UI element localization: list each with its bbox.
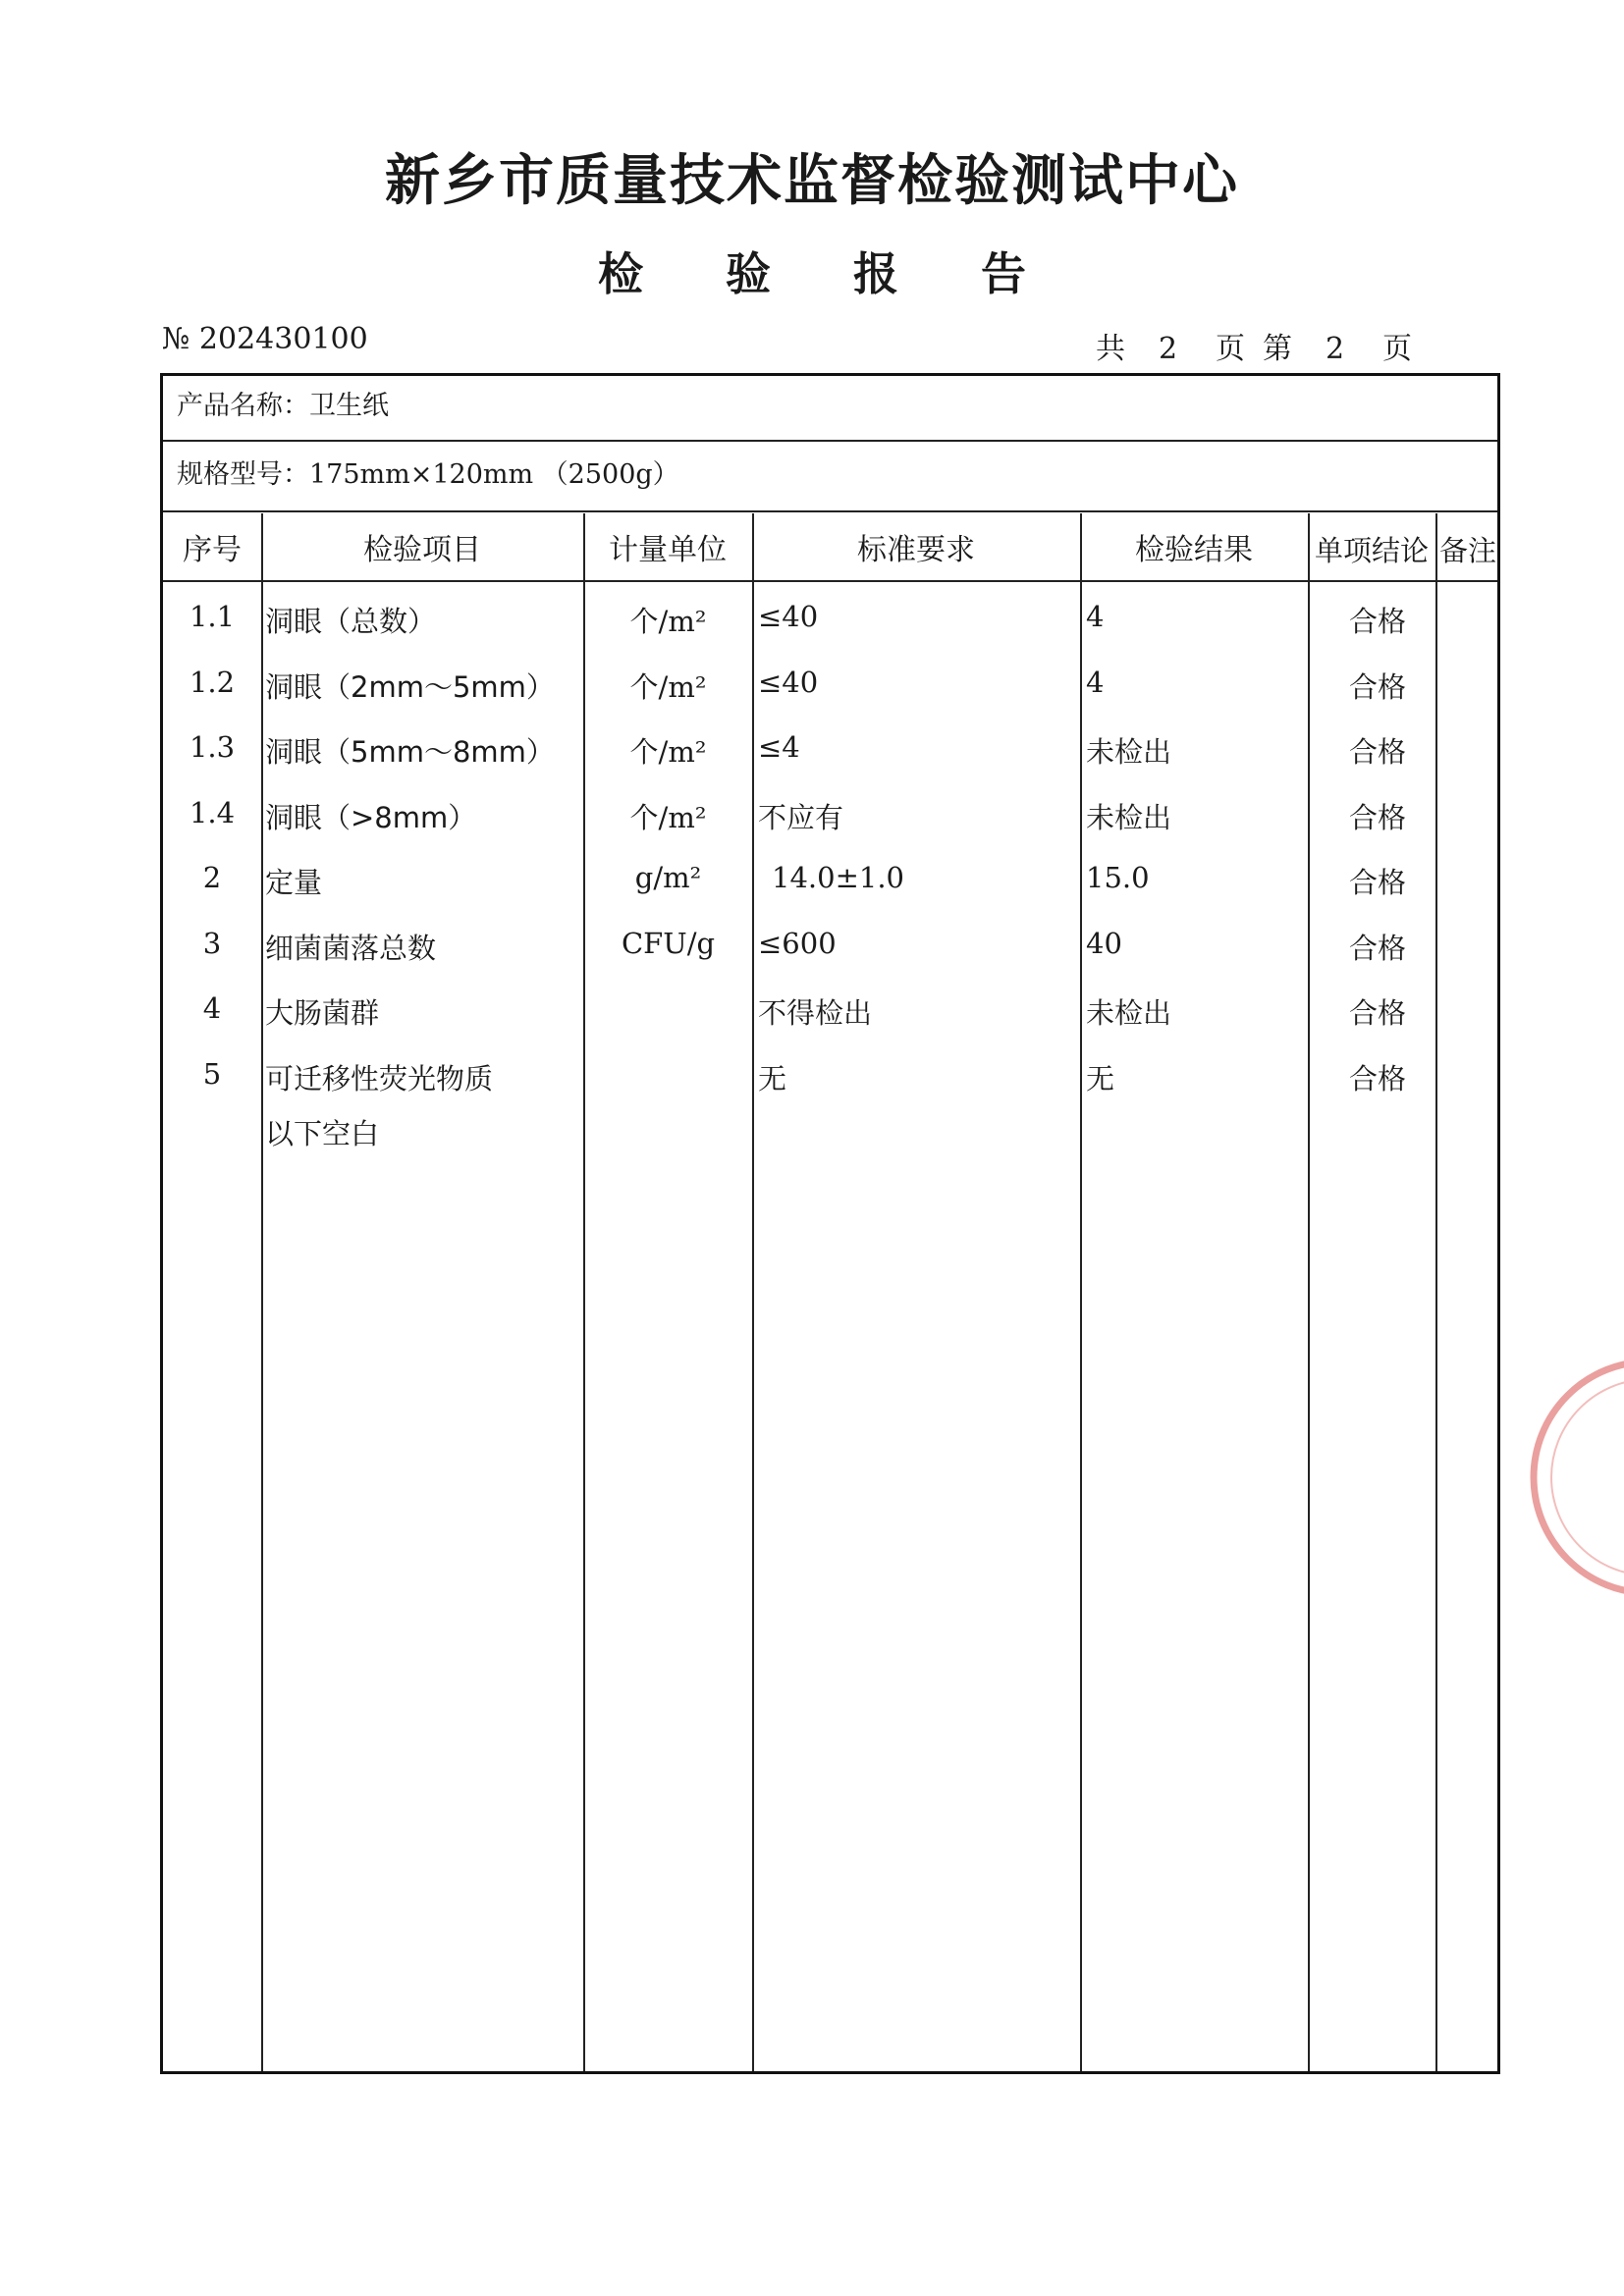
header-item: 检验项目 bbox=[363, 533, 481, 567]
doc-type-char: 告 bbox=[981, 247, 1026, 300]
table-cell-item: 可迁移性荧光物质 bbox=[265, 1062, 494, 1095]
table-cell-seq: 2 bbox=[202, 861, 222, 894]
table-cell-result: 15.0 bbox=[1086, 861, 1150, 894]
table-cell-unit: 个/m² bbox=[629, 605, 707, 638]
column-divider bbox=[261, 513, 263, 2071]
table-cell-result: 未检出 bbox=[1086, 735, 1172, 769]
official-seal bbox=[1502, 1350, 1624, 1605]
table-cell-std: ≤40 bbox=[758, 600, 819, 633]
table-cell-seq: 1.2 bbox=[189, 666, 236, 699]
table-cell-result: 4 bbox=[1086, 600, 1105, 633]
page-info-word: 页 bbox=[1382, 332, 1412, 366]
header-result: 检验结果 bbox=[1135, 533, 1253, 567]
table-cell-seq: 1.4 bbox=[189, 796, 236, 829]
table-cell-item: 大肠菌群 bbox=[265, 996, 380, 1030]
table-cell-seq: 3 bbox=[202, 927, 222, 960]
table-cell-std: 14.0±1.0 bbox=[772, 861, 904, 894]
table-cell-unit: 个/m² bbox=[629, 670, 707, 704]
column-divider bbox=[1080, 513, 1082, 2071]
header-divider bbox=[163, 580, 1497, 582]
page-total: 2 bbox=[1159, 332, 1178, 366]
table-cell-unit: CFU/g bbox=[621, 927, 716, 960]
document-type-title bbox=[0, 239, 1624, 303]
page-info bbox=[1096, 324, 1412, 367]
header-conclusion: 单项结论 bbox=[1314, 534, 1429, 567]
table-cell-result: 未检出 bbox=[1086, 996, 1172, 1030]
table-cell-item: 洞眼（2mm～5mm） bbox=[265, 670, 555, 704]
page-info-word: 第 bbox=[1263, 332, 1292, 366]
table-cell-unit: g/m² bbox=[634, 861, 702, 894]
table-cell-seq: 4 bbox=[202, 991, 222, 1025]
product-spec: 规格型号：175mm×120mm （2500g） bbox=[177, 459, 679, 490]
table-cell-unit: 个/m² bbox=[629, 801, 707, 834]
row-divider bbox=[163, 440, 1497, 442]
table-cell-result: 4 bbox=[1086, 666, 1105, 699]
table-cell-conclusion: 合格 bbox=[1348, 605, 1406, 638]
table-cell-std: 不得检出 bbox=[758, 996, 873, 1030]
product-name: 产品名称：卫生纸 bbox=[177, 391, 389, 421]
table-cell-std: 无 bbox=[758, 1062, 787, 1095]
table-cell-item: 洞眼（5mm～8mm） bbox=[265, 735, 555, 769]
page-current: 2 bbox=[1326, 332, 1345, 366]
table-cell-unit: 个/m² bbox=[629, 735, 707, 769]
header-standard: 标准要求 bbox=[857, 533, 975, 567]
table-cell-conclusion: 合格 bbox=[1348, 670, 1406, 704]
row-divider bbox=[163, 510, 1497, 512]
table-cell-result: 无 bbox=[1086, 1062, 1115, 1095]
table-cell-item: 洞眼（>8mm） bbox=[265, 801, 477, 834]
column-divider bbox=[752, 513, 754, 2071]
table-cell-std: ≤40 bbox=[758, 666, 819, 699]
table-cell-conclusion: 合格 bbox=[1348, 735, 1406, 769]
table-cell-std: 不应有 bbox=[758, 801, 844, 834]
table-cell-seq: 1.1 bbox=[189, 600, 236, 633]
header-seq: 序号 bbox=[183, 533, 242, 567]
table-cell-item: 定量 bbox=[265, 866, 323, 899]
table-cell-result: 40 bbox=[1086, 927, 1122, 960]
table-cell-std: ≤4 bbox=[758, 730, 800, 764]
page-info-word: 共 bbox=[1096, 332, 1125, 366]
table-end-note: 以下空白 bbox=[265, 1117, 380, 1150]
table-cell-conclusion: 合格 bbox=[1348, 866, 1406, 899]
table-cell-seq: 5 bbox=[202, 1057, 222, 1091]
table-cell-seq: 1.3 bbox=[189, 730, 236, 764]
doc-type-char: 检 bbox=[598, 247, 643, 300]
report-table bbox=[160, 373, 1500, 2074]
table-cell-conclusion: 合格 bbox=[1348, 801, 1406, 834]
table-cell-conclusion: 合格 bbox=[1348, 1062, 1406, 1095]
column-divider bbox=[583, 513, 585, 2071]
table-cell-item: 洞眼（总数） bbox=[265, 605, 437, 638]
doc-type-char: 验 bbox=[726, 247, 771, 300]
doc-type-char: 报 bbox=[853, 247, 898, 300]
column-divider bbox=[1308, 513, 1310, 2071]
organization-title: 新乡市质量技术监督检验测试中心 bbox=[385, 149, 1239, 213]
page-info-word: 页 bbox=[1216, 332, 1245, 366]
table-cell-conclusion: 合格 bbox=[1348, 932, 1406, 965]
table-cell-conclusion: 合格 bbox=[1348, 996, 1406, 1030]
report-number: № 202430100 bbox=[162, 322, 368, 356]
table-cell-item: 细菌菌落总数 bbox=[265, 932, 437, 965]
table-cell-result: 未检出 bbox=[1086, 801, 1172, 834]
header-note: 备注 bbox=[1438, 534, 1496, 567]
table-cell-std: ≤600 bbox=[758, 927, 837, 960]
header-unit: 计量单位 bbox=[609, 533, 727, 567]
